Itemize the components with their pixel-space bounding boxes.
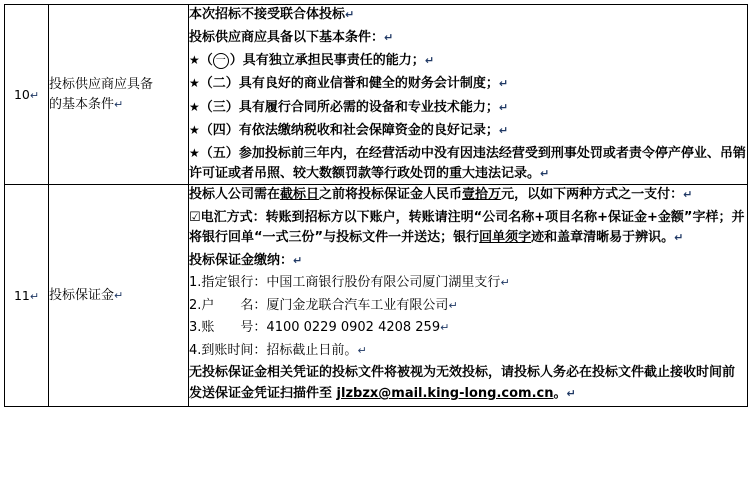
condition-item-4: ★（四）有依法缴纳税收和社会保障资金的良好记录；↵ [189, 122, 509, 138]
paragraph-mark-icon: ↵ [384, 31, 394, 45]
paragraph-mark-icon: ↵ [424, 54, 435, 68]
payment-method-body: ：转账到招标方以下账户，转账请注明“公司名称+项目名称+保证金+金额”字样；并将银行回单“一式三份”与投标文件一并送达； [189, 209, 745, 246]
bank-value-4: 招标截止日前。 [266, 342, 358, 358]
paragraph-mark-icon: ↵ [293, 253, 303, 267]
condition-text-2: 具有良好的商业信誉和健全的财务会计制度； [238, 76, 499, 92]
row-number: 10 [13, 87, 30, 103]
paragraph-mark-icon: ↵ [683, 188, 693, 202]
star-icon: ★ [189, 76, 200, 91]
condition-text-1: 具有独立承担民事责任的能力； [242, 53, 425, 69]
paragraph-mark-icon: ↵ [29, 89, 40, 103]
paragraph-mark-icon: ↵ [498, 77, 509, 91]
enum-4: 四 [212, 122, 226, 138]
deposit-payment-title: 投标保证金缴纳：↵ [189, 252, 303, 268]
table-row [5, 5, 748, 185]
row-number-cell [5, 185, 49, 407]
bank-line-3: 3.账 号：4100 0229 0902 4208 259↵ [189, 320, 450, 336]
paragraph-mark-icon: ↵ [357, 343, 367, 357]
bank-line-4: 4.到账时间：招标截止日前。↵ [189, 342, 367, 358]
row-label-line-2: 的基本条件↵ [49, 96, 124, 112]
contact-email[interactable]: jlzbzx@mail.king-long.com.cn [336, 385, 554, 401]
paragraph-mark-icon: ↵ [440, 321, 450, 335]
enum-5: 五 [212, 145, 226, 161]
deposit-warning: 无投标保证金相关凭证的投标文件将被视为无效投标，请投标人务必在投标文件截止接收时间前发送保证金凭证扫描件至 jlzbzx@mail.king-long.com.cn。↵ [189, 365, 736, 401]
star-icon: ★ [189, 99, 200, 114]
paragraph-mark-icon: ↵ [448, 298, 458, 312]
payment-method-title: 电汇方式 [200, 209, 253, 225]
bank-value-2: 厦门金龙联合汽车工业有限公司 [266, 297, 449, 313]
deadline-text: 截标日 [280, 187, 320, 203]
row-number-cell [5, 5, 49, 185]
payment-method: ☑电汇方式：转账到招标方以下账户，转账请注明“公司名称+项目名称+保证金+金额”字样；并将银行回单“一式三份”与投标文件一并送达；银行回单须字迹和盖章清晰易于辨识。↵ [189, 209, 745, 246]
row-number: 11 [13, 288, 30, 304]
star-icon: ★ [189, 122, 200, 137]
paragraph-mark-icon: ↵ [500, 276, 510, 290]
star-icon: ★ [189, 145, 200, 160]
condition-text-5: 参加投标前三年内，在经营活动中没有因违法经营受到刑事处罚或者责令停产停业、吊销许可证或者吊照、较大数额罚款等行政处罚的重大违法记录。 [189, 145, 746, 181]
paragraph-mark-icon: ↵ [540, 166, 550, 180]
bank-line-2: 2.户 名：厦门金龙联合汽车工业有限公司↵ [189, 297, 458, 313]
enum-circle-1: 一 [213, 53, 229, 69]
condition-text-4: 有依法缴纳税收和社会保障资金的良好记录； [238, 122, 499, 138]
enum-3: 三 [212, 99, 226, 115]
condition-item-2: ★（二）具有良好的商业信誉和健全的财务会计制度；↵ [189, 76, 509, 92]
enum-2: 二 [212, 76, 226, 92]
star-icon: ★ [189, 53, 200, 68]
paragraph-mark-icon: ↵ [674, 231, 684, 245]
paragraph-mark-icon: ↵ [566, 386, 576, 400]
paragraph-mark-icon: ↵ [345, 8, 355, 21]
paragraph-mark-icon: ↵ [29, 290, 40, 304]
row-label-cell [49, 185, 189, 407]
bank-line-1: 1.指定银行：中国工商银行股份有限公司厦门湖里支行↵ [189, 275, 510, 291]
checkbox-checked-icon: ☑ [189, 209, 201, 225]
deposit-amount: 壹拾万 [462, 187, 502, 203]
condition-item-5: ★（五）参加投标前三年内，在经营活动中没有因违法经营受到刑事处罚或者责令停产停业、吊销许可证或者吊照、较大数额罚款等行政处罚的重大违法记录。↵ [189, 145, 746, 181]
condition-item-1: ★（ 一 ）具有独立承担民事责任的能力；↵ [189, 53, 435, 69]
condition-item-3: ★（三）具有履行合同所必需的设备和专业技术能力；↵ [189, 99, 509, 115]
row-body-cell [189, 185, 748, 407]
deposit-intro: 投标人公司需在截标日之前将投标保证金人民币壹拾万元，以如下两种方式之一支付：↵ [189, 187, 693, 203]
table-row [5, 185, 748, 407]
row-body-cell [189, 5, 748, 185]
bank-value-1: 中国工商银行股份有限公司厦门湖里支行 [266, 275, 501, 291]
bank-account-number: 4100 0229 0902 4208 259 [266, 320, 441, 336]
row-label-cell [49, 5, 189, 185]
bid-requirements-table [4, 4, 748, 407]
row10-subheading: 投标供应商应具备以下基本条件：↵ [189, 30, 394, 46]
paragraph-mark-icon: ↵ [114, 289, 124, 303]
row10-heading: 本次招标不接受联合体投标↵ [189, 7, 355, 22]
condition-text-3: 具有履行合同所必需的设备和专业技术能力； [238, 99, 499, 115]
payment-receipt-underline: 回单须字 [479, 230, 532, 246]
paragraph-mark-icon: ↵ [498, 100, 509, 114]
paragraph-mark-icon: ↵ [114, 97, 124, 111]
row-label-line-1: 投标保证金↵ [49, 288, 124, 304]
row-label-line-1: 投标供应商应具备 [49, 77, 154, 93]
paragraph-mark-icon: ↵ [498, 123, 509, 137]
